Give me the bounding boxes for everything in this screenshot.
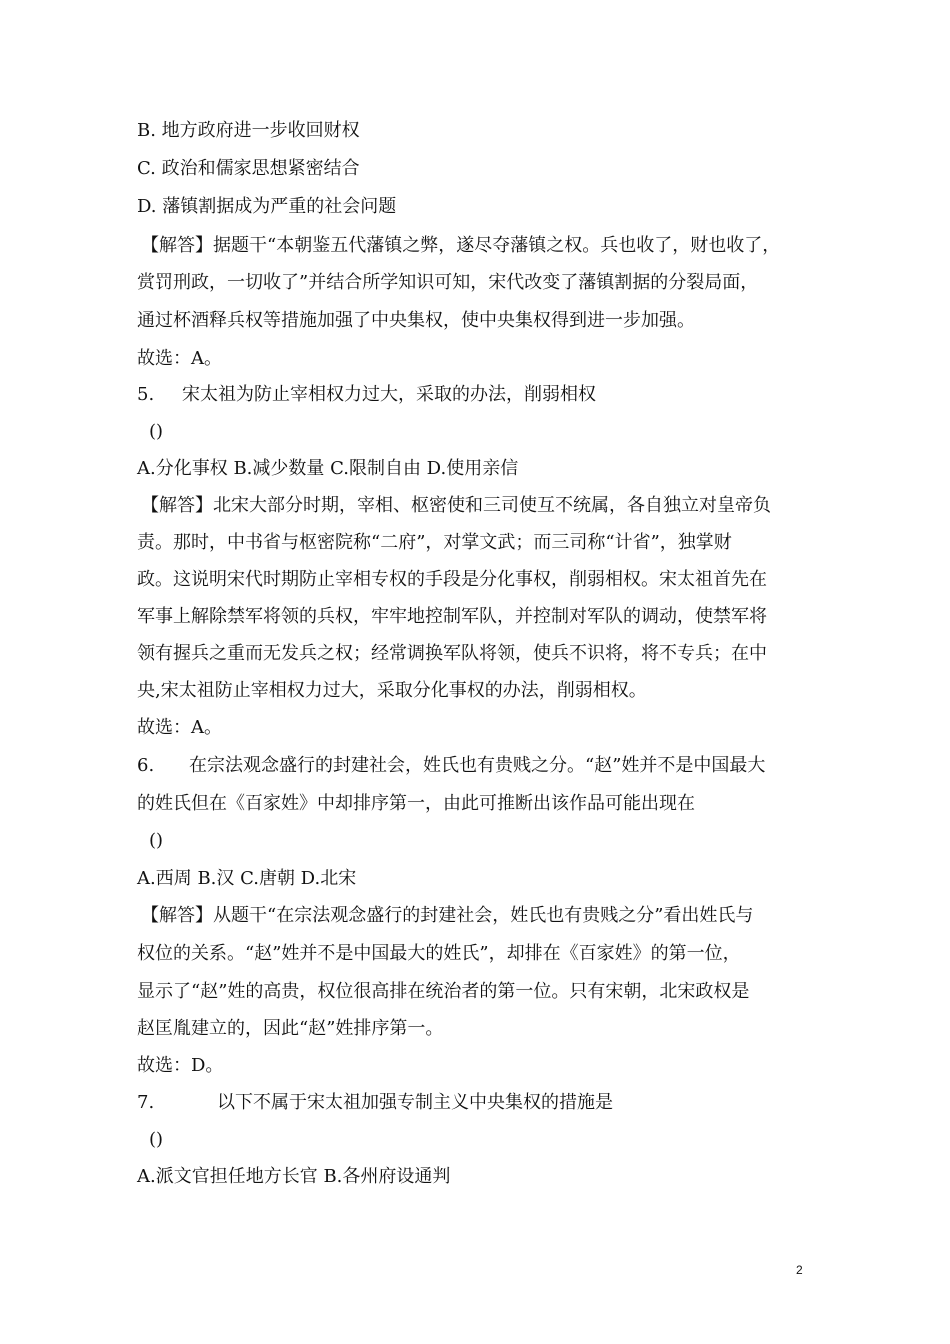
question-5-stem: 宋太祖为防止宰相权力过大，采取的办法，削弱相权 <box>182 384 596 405</box>
question-5-blank: () <box>149 421 164 442</box>
answer-5-choice: 故选：A。 <box>137 717 222 738</box>
question-7 <box>137 1092 613 1114</box>
answer-5-line-3: 政。这说明宋代时期防止宰相专权的手段是分化事权，削弱相权。宋太祖首先在 <box>137 569 767 590</box>
question-6-options: A.西周 B.汉 C.唐朝 D.北宋 <box>137 868 357 889</box>
question-6 <box>137 755 765 777</box>
answer-5-line-6: 央,宋太祖防止宰相权力过大，采取分化事权的办法，削弱相权。 <box>137 680 647 701</box>
answer-6-line-4: 赵匡胤建立的，因此“赵”姓排序第一。 <box>137 1018 444 1039</box>
answer-6-line-2: 权位的关系。“赵”姓并不是中国最大的姓氏”，却排在《百家姓》的第一位， <box>137 943 741 964</box>
option-d: D. 藩镇割据成为严重的社会问题 <box>137 196 397 217</box>
question-7-blank: () <box>149 1129 164 1150</box>
option-b: B. 地方政府进一步收回财权 <box>137 120 360 141</box>
question-7-stem: 以下不属于宋太祖加强专制主义中央集权的措施是 <box>217 1092 613 1113</box>
answer-6-line-3: 显示了“赵”姓的高贵，权位很高排在统治者的第一位。只有宋朝，北宋政权是 <box>137 981 750 1002</box>
question-5-options: A.分化事权 B.减少数量 C.限制自由 D.使用亲信 <box>137 458 519 479</box>
question-6-line-2: 的姓氏但在《百家姓》中却排序第一，由此可推断出该作品可能出现在 <box>137 793 695 814</box>
answer-4-line-2: 赏罚刑政，一切收了”并结合所学知识可知，宋代改变了藩镇割据的分裂局面， <box>137 272 759 293</box>
answer-6-choice: 故选：D。 <box>137 1055 224 1076</box>
answer-5-line-5: 领有握兵之重而无发兵之权；经常调换军队将领，使兵不识将，将不专兵；在中 <box>137 643 767 664</box>
question-7-number: 7. <box>137 1092 155 1113</box>
question-7-options: A.派文官担任地方长官 B.各州府设通判 <box>137 1166 451 1187</box>
answer-4-line-3: 通过杯酒释兵权等措施加强了中央集权，使中央集权得到进一步加强。 <box>137 310 695 331</box>
question-6-number: 6. <box>137 755 155 776</box>
question-5-number: 5. <box>137 384 155 405</box>
option-c: C. 政治和儒家思想紧密结合 <box>137 158 360 179</box>
question-6-stem: 在宗法观念盛行的封建社会，姓氏也有贵贱之分。“赵”姓并不是中国最大 <box>189 755 766 776</box>
answer-4-choice: 故选：A。 <box>137 348 222 369</box>
question-6-blank: () <box>149 830 164 851</box>
answer-6-line-1: 【解答】从题干“在宗法观念盛行的封建社会，姓氏也有贵贱之分”看出姓氏与 <box>141 905 754 926</box>
answer-5-line-2: 责。那时，中书省与枢密院称“二府”，对掌文武；而三司称“计省”，独掌财 <box>137 532 732 553</box>
question-5 <box>137 384 596 406</box>
answer-4-line-1: 【解答】据题干“本朝鉴五代藩镇之弊，遂尽夺藩镇之权。兵也收了，财也收了， <box>141 235 781 256</box>
answer-5-line-4: 军事上解除禁军将领的兵权，牢牢地控制军队，并控制对军队的调动，使禁军将 <box>137 606 767 627</box>
page-number: 2 <box>796 1263 803 1277</box>
answer-5-line-1: 【解答】北宋大部分时期，宰相、枢密使和三司使互不统属，各自独立对皇帝负 <box>141 495 771 516</box>
